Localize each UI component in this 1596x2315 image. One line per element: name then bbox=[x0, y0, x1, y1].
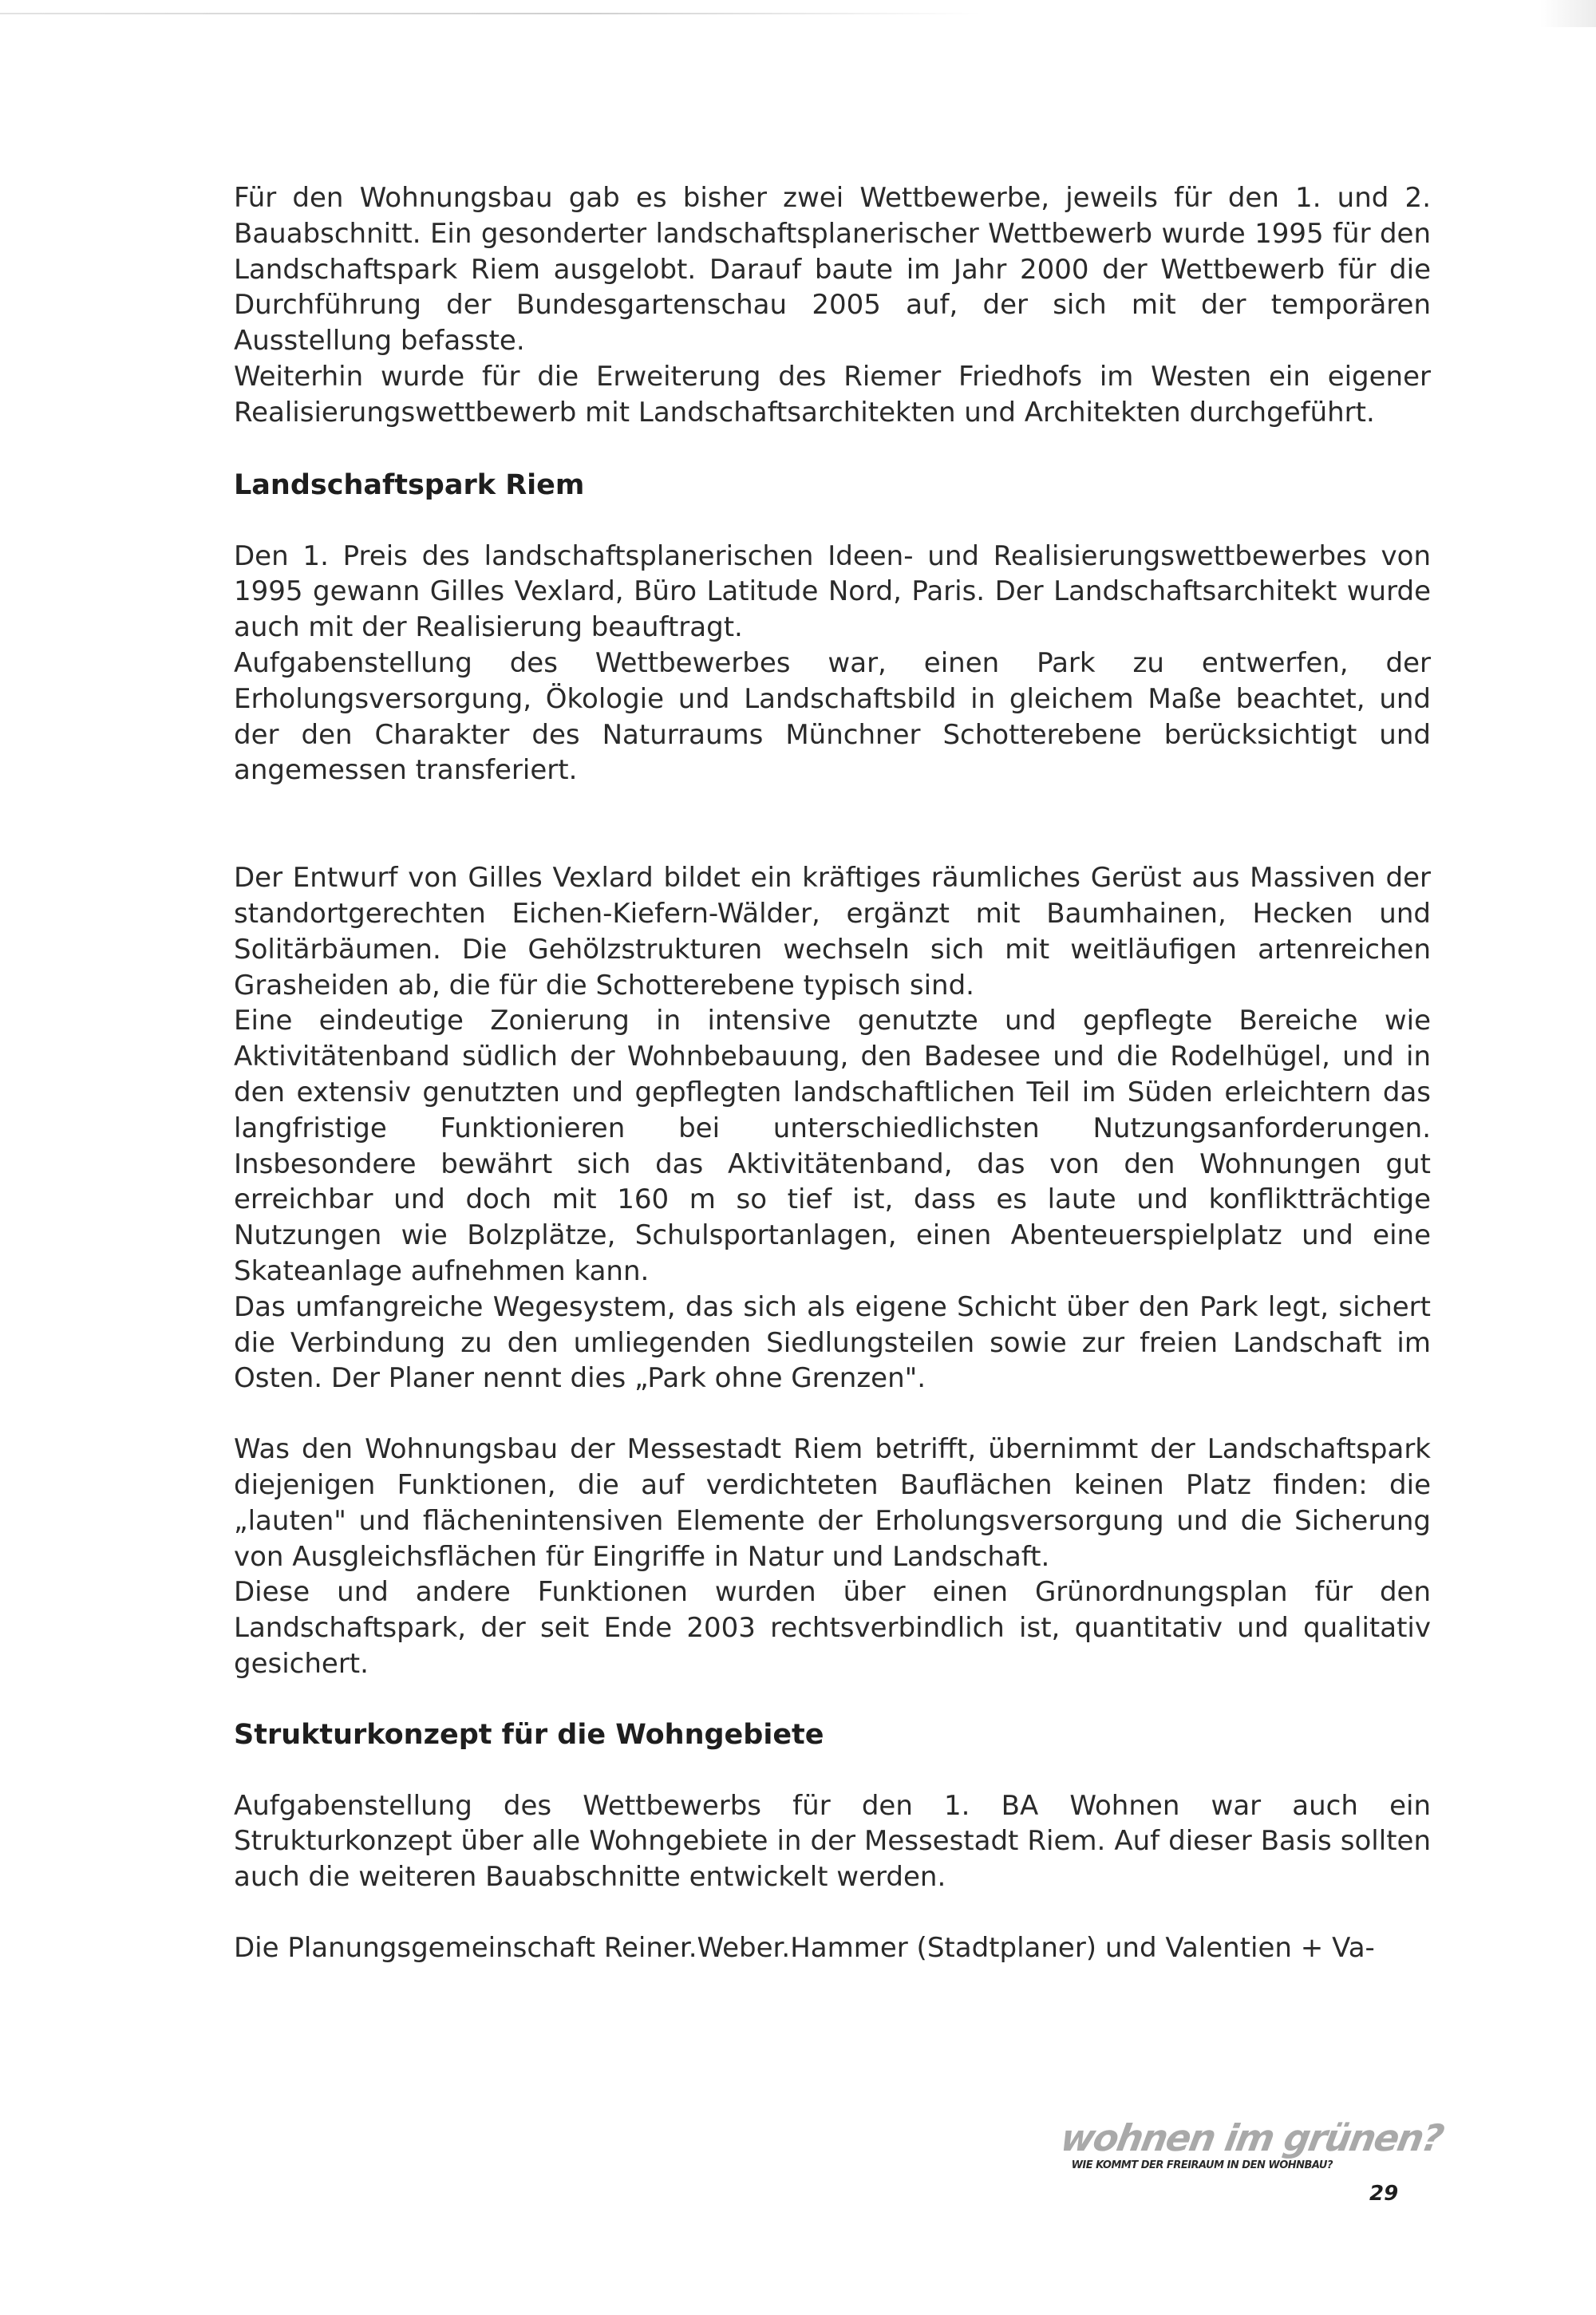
section-heading: Landschaftspark Riem bbox=[234, 468, 585, 501]
footer-subtitle: WIE KOMMT DER FREIRAUM IN DEN WOHNBAU? bbox=[1071, 2159, 1333, 2171]
paragraph: Der Entwurf von Gilles Vexlard bildet ein kräftiges räumliches Gerüst aus Massiven der standortgerechten Eichen-Kiefern-Wälder, ergänzt mit Baumhainen, Hecken und Solitärbäumen. Die Gehölzstrukturen wechseln sich mit weitläufigen artenreichen Grasheiden ab, die für die Schotterebene typisch sind. bbox=[234, 862, 1431, 1001]
paragraph: Das umfangreiche Wegesystem, das sich als eigene Schicht über den Park legt, sichert die Verbindung zu den umliegenden Siedlungsteilen sowie zur freien Landschaft im Osten. Der Planer nennt dies „Park ohne Grenzen". bbox=[234, 1290, 1431, 1395]
scan-edge-line bbox=[0, 13, 982, 14]
paragraph: Weiterhin wurde für die Erweiterung des Riemer Friedhofs im Westen ein eigener Realisierungswettbewerb mit Landschaftsarchitekten und Architekten durchgeführt. bbox=[234, 360, 1431, 429]
footer-logo bbox=[1057, 2116, 1446, 2172]
paragraph: Aufgabenstellung des Wettbewerbes war, einen Park zu entwerfen, der Erholungsversorgung, Ökologie und Landschaftsbild in gleichem Maße beachtet, und der den Charakter des Naturraums Münchner Schotterebene berücksichtigt und angemessen transferiert. bbox=[234, 646, 1431, 787]
section-heading: Strukturkonzept für die Wohngebiete bbox=[234, 1718, 824, 1751]
paragraph: Diese und andere Funktionen wurden über einen Grünordnungsplan für den Landschaftspark, der seit Ende 2003 rechtsverbindlich ist, quantitativ und qualitativ gesichert. bbox=[234, 1576, 1431, 1680]
paragraph: Was den Wohnungsbau der Messestadt Riem betrifft, übernimmt der Landschaftspark diejenigen Funktionen, die auf verdichteten Bauflächen keinen Platz finden: die „lauten" und flächenintensiven Elemente der Erholungsversorgung und die Sicherung von Ausgleichsflächen für Eingriffe in Natur und Landschaft. bbox=[234, 1433, 1431, 1573]
paragraph: Für den Wohnungsbau gab es bisher zwei Wettbewerbe, jeweils für den 1. und 2. Bauabschnitt. Ein gesonderter landschaftsplanerischer Wettbewerb wurde 1995 für den Landschaftspark Riem ausgelobt. Darauf baute im Jahr 2000 der Wettbewerb für die Durchführung der Bundesgartenschau 2005 auf, der sich mit der temporären Ausstellung befasste. bbox=[234, 182, 1431, 358]
paragraph: Die Planungsgemeinschaft Reiner.Weber.Hammer (Stadtplaner) und Valentien + Va- bbox=[234, 1932, 1375, 1965]
page-body bbox=[234, 180, 1431, 1966]
paragraph: Eine eindeutige Zonierung in intensive genutzte und gepflegte Bereiche wie Aktivitätenband südlich der Wohnbebauung, den Badesee und die Rodelhügel, und in den extensiv genutzten und gepflegten landschaftlichen Teil im Süden erleichtern das langfristige Funktionieren bei unterschiedlichsten Nutzungsanforderungen. Insbesondere bewährt sich das Aktivitätenband, das von den Wohnungen gut erreichbar und doch mit 160 m so tief ist, dass es laute und konfliktträchtige Nutzungen wie Bolzplätze, Schulsportanlagen, einen Abenteuerspielplatz und eine Skateanlage aufnehmen kann. bbox=[234, 1005, 1431, 1287]
footer-title: wohnen im grünen? bbox=[1057, 2116, 1446, 2159]
page-number: 29 bbox=[1369, 2182, 1399, 2206]
paragraph: Den 1. Preis des landschaftsplanerischen Ideen- und Realisierungswettbewerbes von 1995 gewann Gilles Vexlard, Büro Latitude Nord, Paris. Der Landschaftsarchitekt wurde auch mit der Realisierung beauftragt. bbox=[234, 539, 1431, 644]
scan-corner-shade bbox=[1540, 0, 1596, 27]
paragraph: Aufgabenstellung des Wettbewerbs für den 1. BA Wohnen war auch ein Strukturkonzept über alle Wohngebiete in der Messestadt Riem. Auf dieser Basis sollten auch die weiteren Bauabschnitte entwickelt werden. bbox=[234, 1789, 1431, 1894]
